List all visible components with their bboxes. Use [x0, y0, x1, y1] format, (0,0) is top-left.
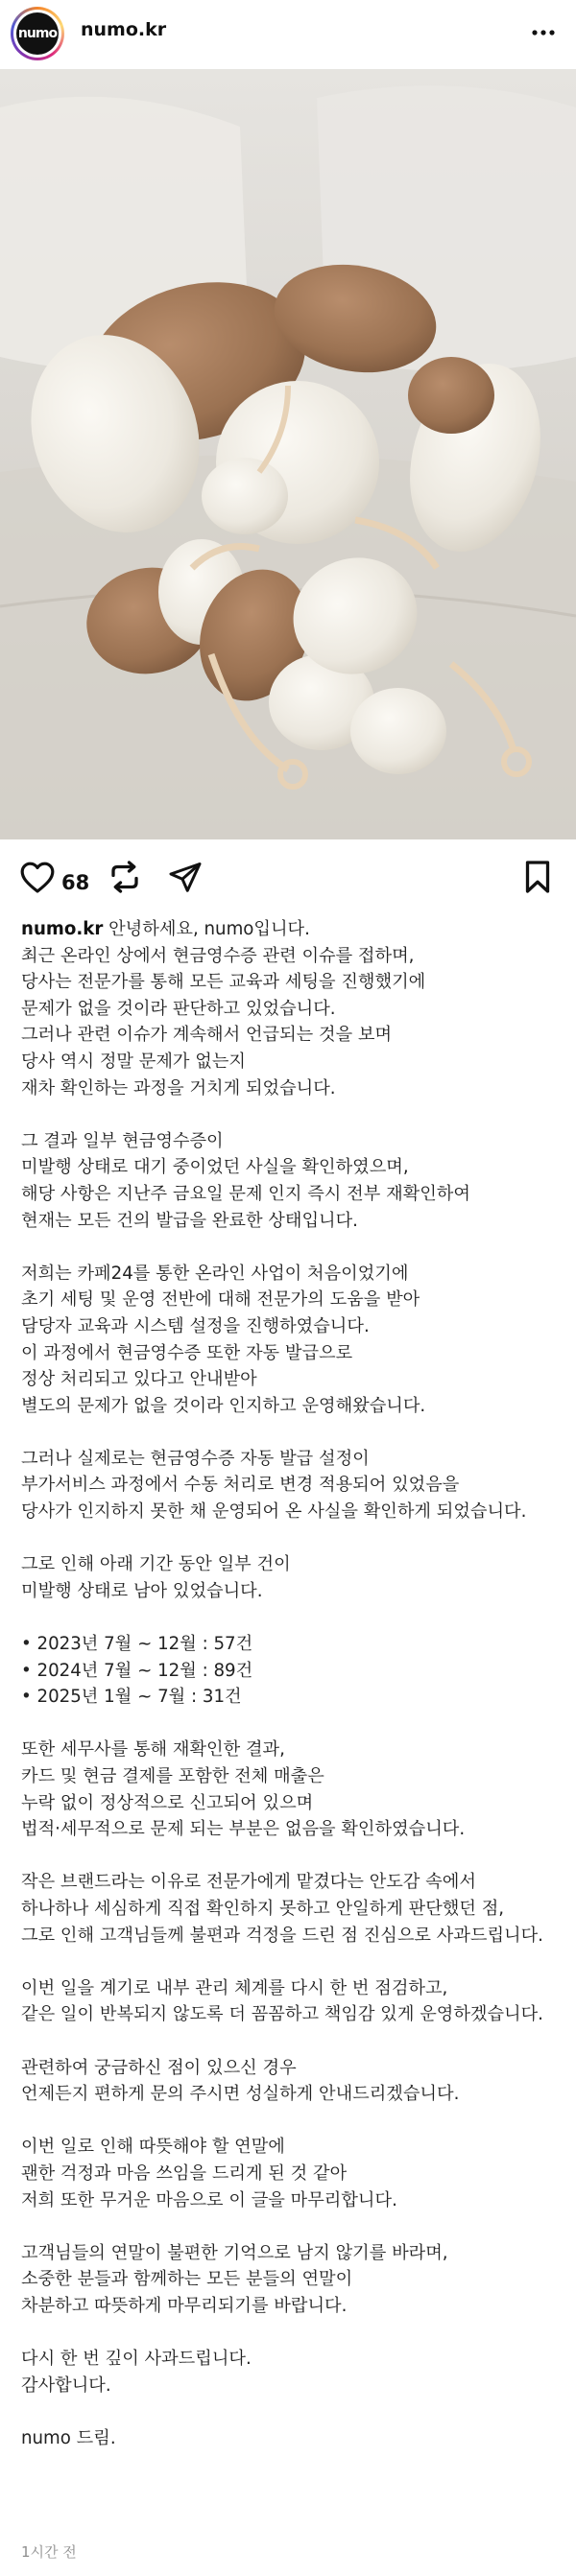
- post-timestamp: 1시간 전: [21, 2543, 77, 2561]
- bookmark-icon[interactable]: [522, 860, 553, 894]
- username-link[interactable]: numo.kr: [81, 19, 167, 40]
- like-count[interactable]: 68: [61, 871, 90, 894]
- caption-greeting: 안녕하세요, numo입니다.: [103, 919, 310, 939]
- caption-username[interactable]: numo.kr: [21, 919, 104, 939]
- post-caption: [21, 916, 564, 2451]
- caption-body: 최근 온라인 상에서 현금영수증 관련 이슈를 접하며, 당사는 전문가를 통해 모든 교육과 세팅을 진행했기에 문제가 없을 것이라 판단하고 있었습니다. 그러나 관련 이슈가 계속해서 언급되는 것을 보며 당사 역시 정말 문제가 없는지 재차 확인하는 과정을 거치게 되었습니다. 그 결과 일부 현금영수증이 미발행 상태로 대기 중이었던 사실을 확인하였으며, 해당 사항은 지난주 금요일 문제 인지 즉시 전부 재확인하여 현재는 모든 건의 발급을 완료한 상태입니다. 저희는 카페24를 통한 온라인 사업이 처음이었기에 초기 세팅 및 운영 전반에 대해 전문가의 도움을 받아 담당자 교육과 시스템 설정을 진행하였습니다. 이 과정에서 현금영수증 또한 자동 발급으로 정상 처리되고 있다고 안내받아 별도의 문제가 없을 것이라 인지하고 운영해왔습니다. 그러나 실제로는 현금영수증 자동 발급 설정이 부가서비스 과정에서 수동 처리로 변경 적용되어 있었음을 당사가 인지하지 못한 채 운영되어 온 사실을 확인하게 되었습니다. 그로 인해 아래 기간 동안 일부 건이 미발행 상태로 남아 있었습니다. • 2023년 7월 ~ 12월 : 57건 • 2024년 7월 ~ 12월 : 89건 • 2025년 1월 ~ 7월 : 31건 또한 세무사를 통해 재확인한 결과, 카드 및 현금 결제를 포함한 전체 매출은 누락 없이 정상적으로 신고되어 있으며 법적·세무적으로 문제 되는 부분은 없음을 확인하였습니다. 작은 브랜드라는 이유로 전문가에게 맡겼다는 안도감 속에서 하나하나 세심하게 직접 확인하지 못하고 안일하게 판단했던 점, 그로 인해 고객님들께 불편과 걱정을 드린 점 진심으로 사과드립니다. 이번 일을 계기로 내부 관리 체계를 다시 한 번 점검하고, 같은 일이 반복되지 않도록 더 꼼꼼하고 책임감 있게 운영하겠습니다. 관련하여 궁금하신 점이 있으신 경우 언제든지 편하게 문의 주시면 성실하게 안내드리겠습니다. 이번 일로 인해 따뜻해야 할 연말에 괜한 걱정과 마음 쓰임을 드리게 된 것 같아 저희 또한 무거운 마음으로 이 글을 마무리합니다. 고객님들의 연말이 불편한 기억으로 남지 않기를 바라며, 소중한 분들과 함께하는 모든 분들의 연말이 차분하고 따뜻하게 마무리되기를 바랍니다. 다시 한 번 깊이 사과드립니다. 감사합니다. numo 드림.: [21, 945, 543, 2448]
- post-header: [0, 0, 576, 67]
- avatar[interactable]: [11, 7, 64, 60]
- repost-icon[interactable]: [108, 860, 142, 894]
- send-icon[interactable]: [168, 860, 203, 894]
- post-image[interactable]: [0, 69, 576, 839]
- heart-icon[interactable]: [19, 860, 56, 894]
- plush-cushions-photo: [0, 69, 576, 839]
- more-dots-icon[interactable]: [530, 21, 557, 44]
- avatar-logo: numo: [16, 12, 59, 55]
